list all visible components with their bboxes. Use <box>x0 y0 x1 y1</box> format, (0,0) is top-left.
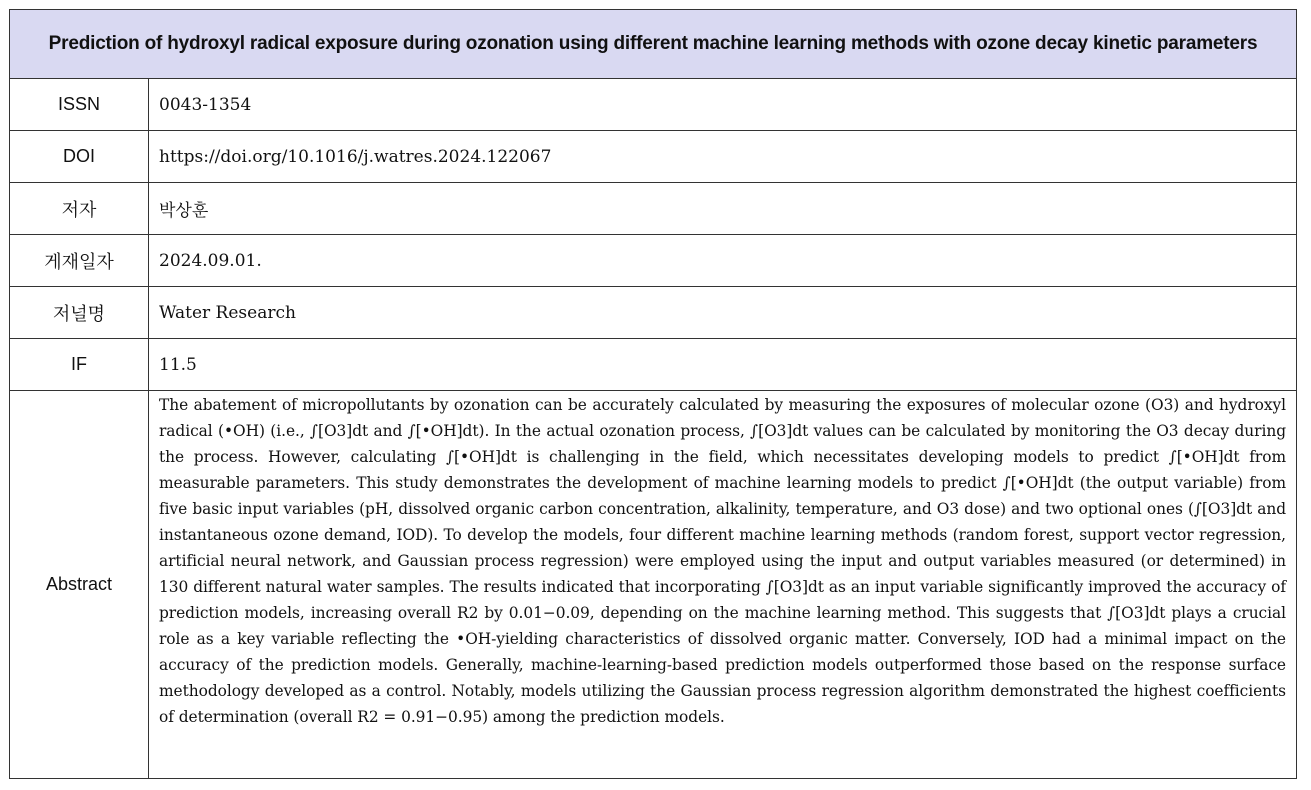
author-label: 저자 <box>10 183 149 235</box>
table-row-doi <box>10 131 1297 183</box>
issn-value: 0043-1354 <box>149 79 1297 131</box>
pub-date-value: 2024.09.01. <box>149 235 1297 287</box>
abstract-text: The abatement of micropollutants by ozonation can be accurately calculated by measuring the exposures of molecular ozone (O3) and hydroxyl radical (•OH) (i.e., ∫[O3]dt and ∫[•OH]dt). In the actual ozonation process, ∫[O3]dt values can be calculated by monitoring the O3 decay during the process. However, calculating ∫[•OH]dt is challenging in the field, which necessitates developing models to predict ∫[•OH]dt from measurable parameters. This study demonstrates the development of machine learning models to predict ∫[•OH]dt (the output variable) from five basic input variables (pH, dissolved organic carbon concentration, alkalinity, temperature, and O3 dose) and two optional ones (∫[O3]dt and instantaneous ozone demand, IOD). To develop the models, four different machine learning methods (random forest, support vector regression, artificial neural network, and Gaussian process regression) were employed using the input and output variables measured (or determined) in 130 different natural water samples. The results indicated that incorporating ∫[O3]dt as an input variable significantly improved the accuracy of prediction models, increasing overall R2 by 0.01−0.09, depending on the machine learning method. This suggests that ∫[O3]dt plays a crucial role as a key variable reflecting the •OH-yielding characteristics of dissolved organic matter. Conversely, IOD had a minimal impact on the accuracy of the prediction models. Generally, machine-learning-based prediction models outperformed those based on the response surface methodology developed as a control. Notably, models utilizing the Gaussian process regression algorithm demonstrated the highest coefficients of determination (overall R2 = 0.91−0.95) among the prediction models. <box>149 391 1297 779</box>
impact-factor-value: 11.5 <box>149 339 1297 391</box>
title-row <box>10 10 1297 79</box>
paper-info-sheet <box>9 9 1296 779</box>
table-row-if <box>10 339 1297 391</box>
paper-title: Prediction of hydroxyl radical exposure during ozonation using different machine learning methods with ozone decay kinetic parameters <box>10 10 1297 79</box>
issn-label: ISSN <box>10 79 149 131</box>
author-value: 박상훈 <box>149 183 1297 235</box>
table-row-abstract <box>10 391 1297 779</box>
table-row-journal <box>10 287 1297 339</box>
table-row-issn <box>10 79 1297 131</box>
table-row-author <box>10 183 1297 235</box>
abstract-label: Abstract <box>10 391 149 779</box>
paper-info-table <box>9 9 1297 779</box>
table-row-pub-date <box>10 235 1297 287</box>
pub-date-label: 게재일자 <box>10 235 149 287</box>
doi-value: https://doi.org/10.1016/j.watres.2024.122067 <box>149 131 1297 183</box>
journal-label: 저널명 <box>10 287 149 339</box>
journal-value: Water Research <box>149 287 1297 339</box>
impact-factor-label: IF <box>10 339 149 391</box>
doi-label: DOI <box>10 131 149 183</box>
